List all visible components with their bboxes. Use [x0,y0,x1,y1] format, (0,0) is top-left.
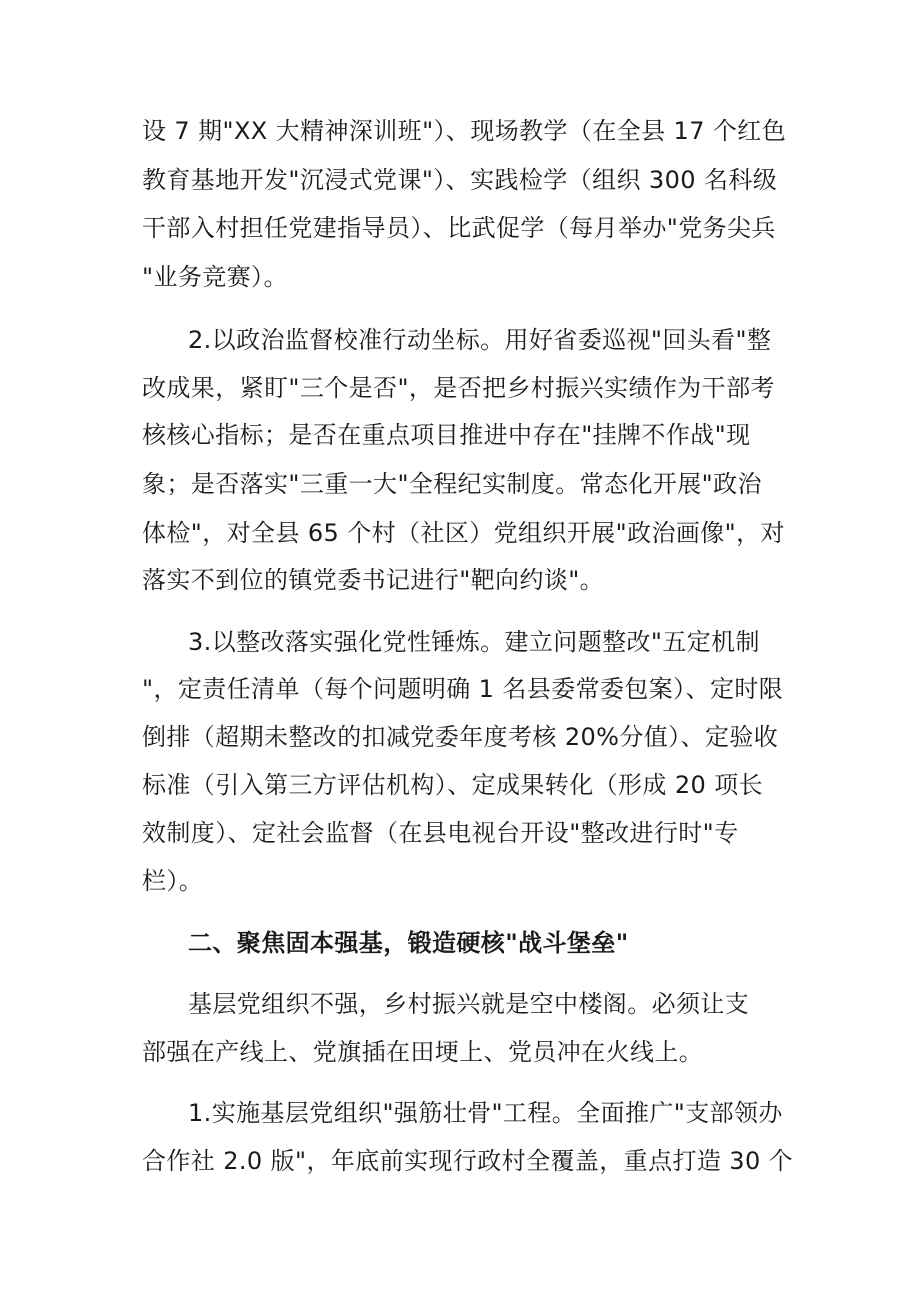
body-text-line: 体检"，对全县 65 个村（社区）党组织开展"政治画像"，对 [142,519,785,547]
body-text-line: 栏）。 [142,867,204,895]
paragraph-lead-line: 基层党组织不强，乡村振兴就是空中楼阁。必须让支 [188,990,750,1018]
paragraph-lead-line: 1.实施基层党组织"强筋壮骨"工程。全面推广"支部领办 [188,1099,783,1127]
body-text-line: 效制度）、定社会监督（在县电视台开设"整改进行时"专 [142,819,739,847]
body-text-line: 改成果，紧盯"三个是否"，是否把乡村振兴实绩作为干部考 [142,374,775,402]
body-text-line: 合作社 2.0 版"，年底前实现行政村全覆盖，重点打造 30 个 [142,1147,794,1175]
body-text-line: 核核心指标；是否在重点项目推进中存在"挂牌不作战"现 [142,421,751,449]
paragraph-lead-line: 3.以整改落实强化党性锤炼。建立问题整改"五定机制 [188,628,760,656]
body-text-line: 落实不到位的镇党委书记进行"靶向约谈"。 [142,566,605,594]
paragraph-lead-line: 2.以政治监督校准行动坐标。用好省委巡视"回头看"整 [188,326,772,354]
body-text-line: 标准（引入第三方评估机构）、定成果转化（形成 20 项长 [142,771,763,799]
body-text-line: 象；是否落实"三重一大"全程纪实制度。常态化开展"政治 [142,470,762,498]
body-text-line: 倒排（超期未整改的扣减党委年度考核 20%分值）、定验收 [142,723,779,751]
body-text-line: 部强在产线上、党旗插在田埂上、党员冲在火线上。 [142,1038,704,1066]
body-text-line: 设 7 期"XX 大精神深训班"）、现场教学（在全县 17 个红色 [142,117,787,145]
body-text-line: 干部入村担任党建指导员）、比武促学（每月举办"党务尖兵 [142,214,776,242]
body-text-line: 教育基地开发"沉浸式党课"）、实践检学（组织 300 名科级 [142,166,778,194]
body-text-line: "，定责任清单（每个问题明确 1 名县委常委包案）、定时限 [142,675,784,703]
body-text-line: "业务竞赛）。 [142,263,288,291]
section-heading: 二、聚焦固本强基，锻造硬核"战斗堡垒" [188,929,629,957]
